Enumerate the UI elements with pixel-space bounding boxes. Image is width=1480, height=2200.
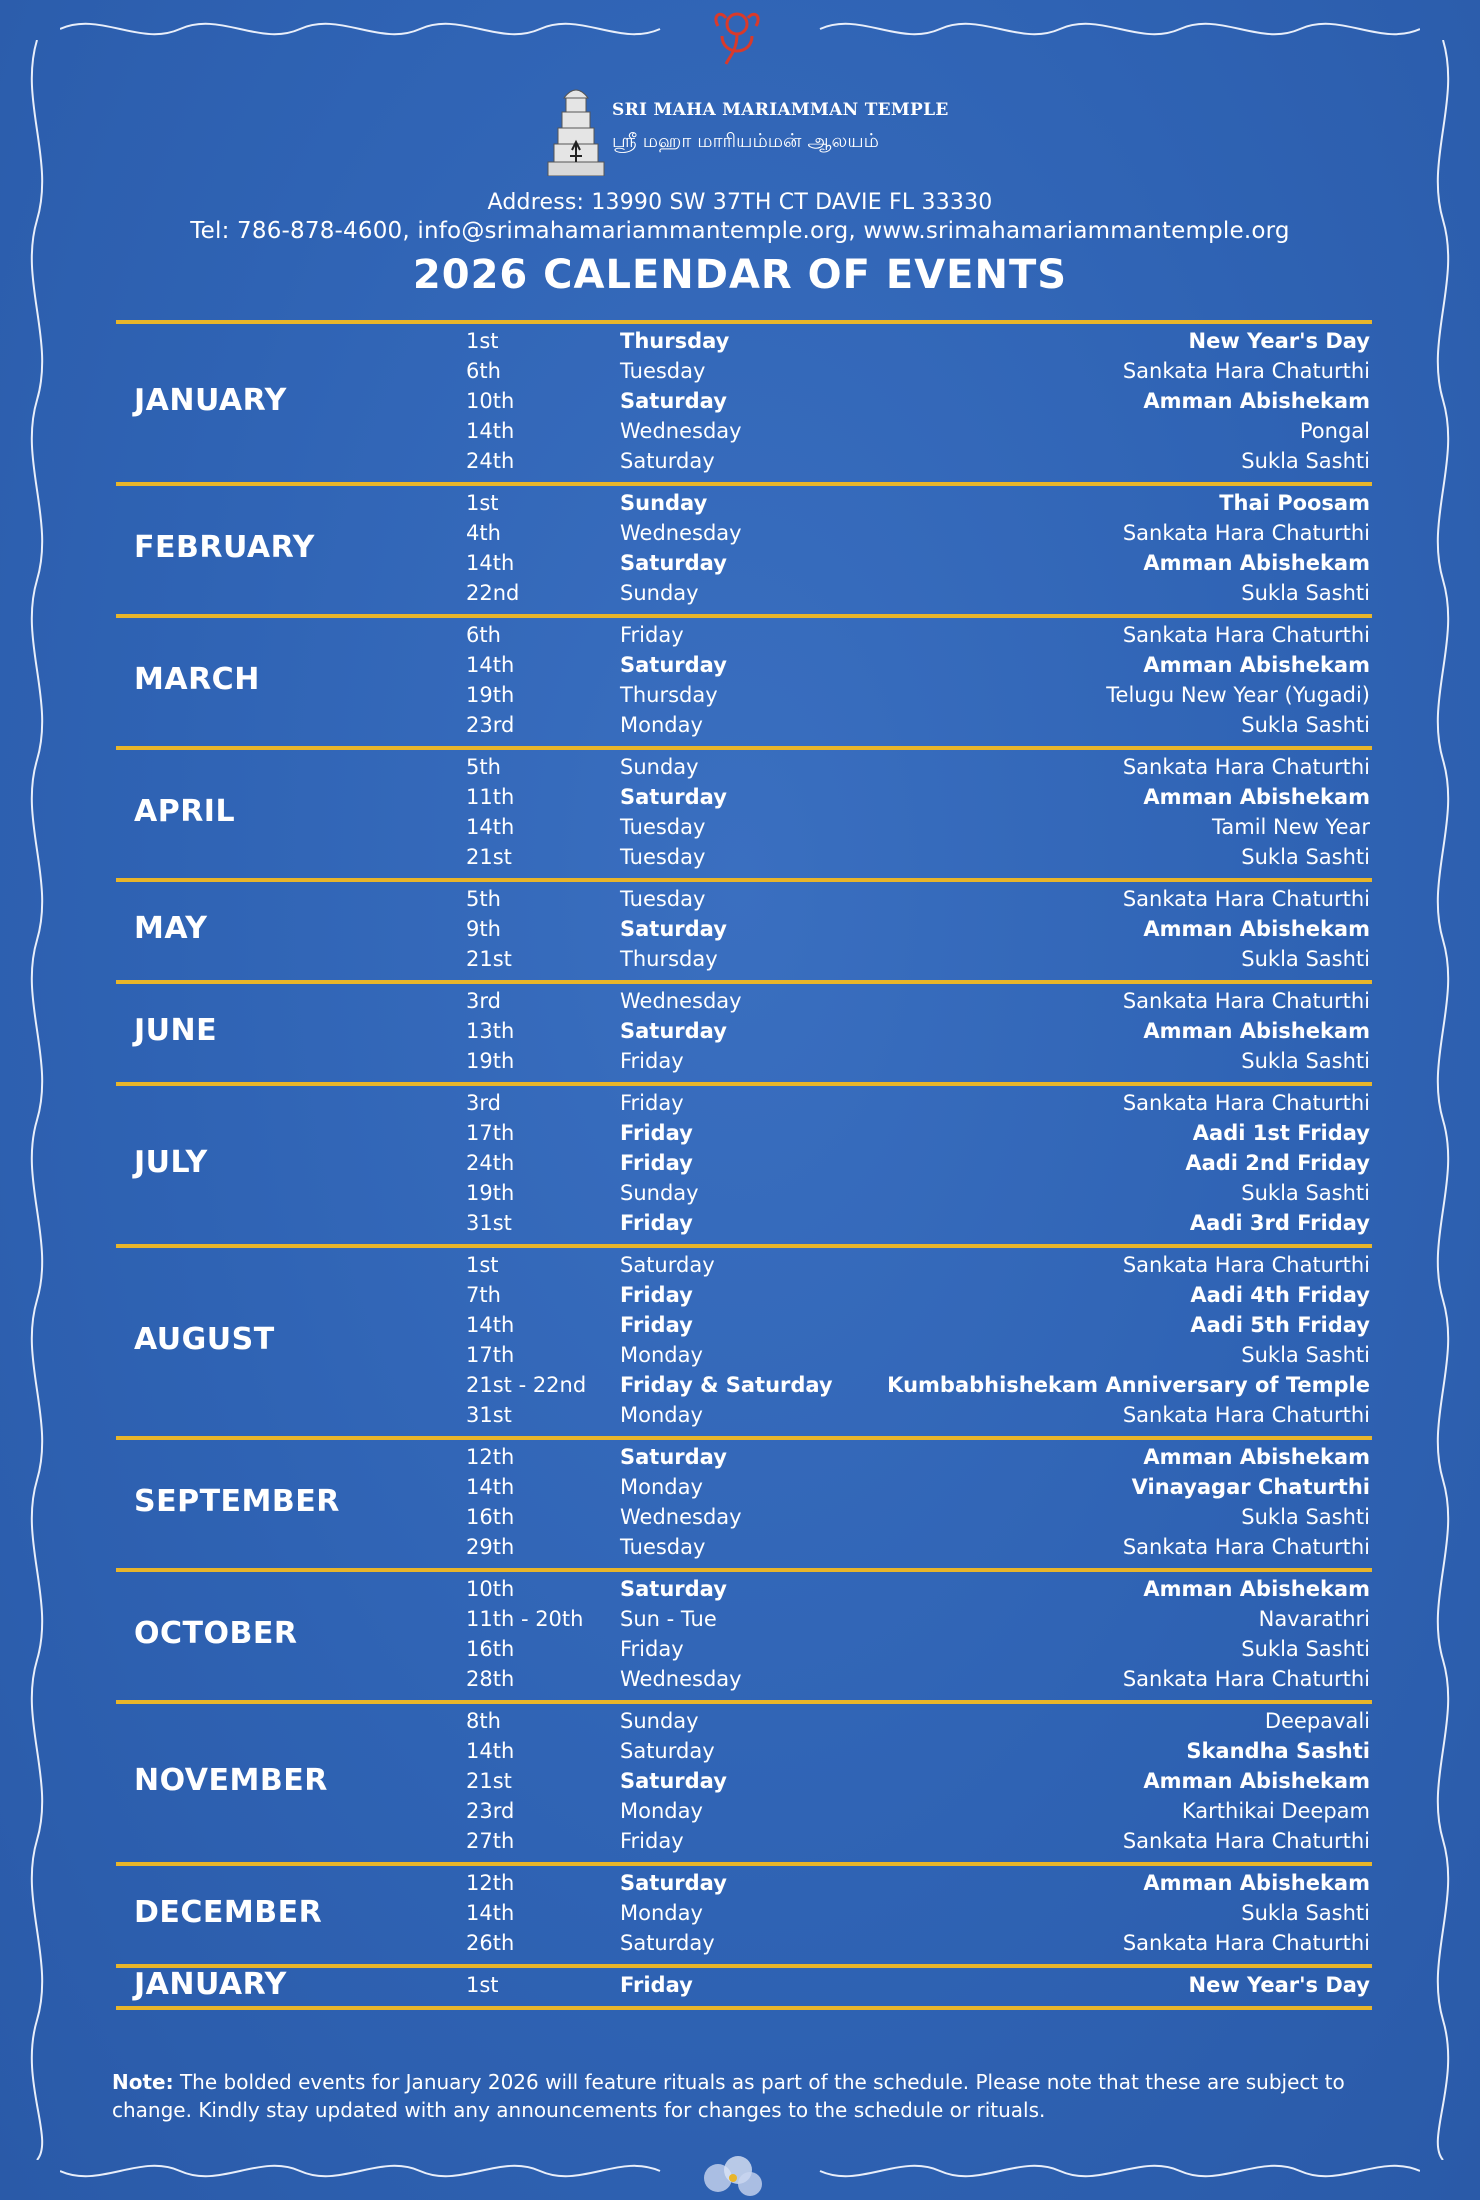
event-row	[116, 1148, 1372, 1178]
event-day: Saturday	[620, 1769, 727, 1793]
month-name: JANUARY	[134, 383, 287, 418]
event-name: Amman Abishekam	[1143, 389, 1370, 413]
event-date: 14th	[466, 815, 515, 839]
event-name: Sukla Sashti	[1241, 713, 1370, 737]
event-row	[116, 1370, 1372, 1400]
event-day: Friday	[620, 1049, 684, 1073]
event-row	[116, 1796, 1372, 1826]
event-day: Tuesday	[620, 887, 706, 911]
ganesha-emblem-icon	[712, 6, 762, 72]
event-row	[116, 884, 1372, 914]
temple-name: SRI MAHA MARIAMMAN TEMPLE	[612, 100, 949, 120]
event-day: Tuesday	[620, 845, 706, 869]
event-name: Sukla Sashti	[1241, 1049, 1370, 1073]
event-row	[116, 782, 1372, 812]
event-name: Navarathri	[1258, 1607, 1370, 1631]
event-day: Monday	[620, 1799, 703, 1823]
event-row	[116, 1208, 1372, 1238]
event-date: 7th	[466, 1283, 501, 1307]
event-date: 21st - 22nd	[466, 1373, 587, 1397]
month-name: DECEMBER	[134, 1895, 323, 1930]
month-name: SEPTEMBER	[134, 1484, 340, 1519]
event-name: Sankata Hara Chaturthi	[1122, 1403, 1370, 1427]
event-day: Saturday	[620, 1871, 727, 1895]
month-name: JUNE	[134, 1013, 218, 1048]
event-date: 19th	[466, 1181, 515, 1205]
event-date: 24th	[466, 1151, 515, 1175]
event-row	[116, 1532, 1372, 1562]
event-row	[116, 548, 1372, 578]
temple-logo	[544, 78, 964, 178]
event-row	[116, 1898, 1372, 1928]
event-day: Wednesday	[620, 521, 742, 545]
event-day: Sunday	[620, 755, 699, 779]
event-name: Sankata Hara Chaturthi	[1122, 1931, 1370, 1955]
event-name: Sukla Sashti	[1241, 1505, 1370, 1529]
event-row	[116, 1046, 1372, 1076]
event-name: Amman Abishekam	[1143, 1871, 1370, 1895]
event-name: Amman Abishekam	[1143, 551, 1370, 575]
event-row	[116, 1736, 1372, 1766]
event-name: Sukla Sashti	[1241, 581, 1370, 605]
month-name: OCTOBER	[134, 1616, 298, 1651]
event-date: 1st	[466, 329, 499, 353]
event-day: Saturday	[620, 653, 727, 677]
event-row	[116, 356, 1372, 386]
event-date: 19th	[466, 1049, 515, 1073]
event-name: Aadi 1st Friday	[1192, 1121, 1370, 1145]
event-date: 31st	[466, 1211, 512, 1235]
event-day: Thursday	[620, 683, 718, 707]
event-name: Skandha Sashti	[1186, 1739, 1370, 1763]
event-day: Sunday	[620, 1709, 699, 1733]
event-date: 1st	[466, 491, 499, 515]
event-row	[116, 1574, 1372, 1604]
event-name: Aadi 3rd Friday	[1189, 1211, 1370, 1235]
event-row	[116, 1178, 1372, 1208]
event-row	[116, 842, 1372, 872]
month-block	[116, 1866, 1372, 1964]
event-name: Sankata Hara Chaturthi	[1122, 359, 1370, 383]
event-day: Friday	[620, 1829, 684, 1853]
event-date: 19th	[466, 683, 515, 707]
event-date: 21st	[466, 845, 512, 869]
event-day: Monday	[620, 1403, 703, 1427]
event-day: Tuesday	[620, 1535, 706, 1559]
event-name: Aadi 5th Friday	[1190, 1313, 1370, 1337]
event-name: Sukla Sashti	[1241, 1181, 1370, 1205]
event-row	[116, 416, 1372, 446]
event-day: Saturday	[620, 1445, 727, 1469]
event-row	[116, 1280, 1372, 1310]
event-date: 31st	[466, 1403, 512, 1427]
event-date: 8th	[466, 1709, 501, 1733]
month-name: FEBRUARY	[134, 530, 315, 565]
event-day: Monday	[620, 1475, 703, 1499]
event-name: Sankata Hara Chaturthi	[1122, 755, 1370, 779]
event-day: Friday & Saturday	[620, 1373, 833, 1397]
event-date: 3rd	[466, 1091, 501, 1115]
event-row	[116, 710, 1372, 740]
event-row	[116, 518, 1372, 548]
event-name: Thai Poosam	[1219, 491, 1370, 515]
event-date: 24th	[466, 449, 515, 473]
event-day: Thursday	[620, 947, 718, 971]
month-block	[116, 1572, 1372, 1700]
temple-name-tamil: ஸ்ரீ மஹா மாரியம்மன் ஆலயம்	[612, 130, 879, 152]
event-day: Monday	[620, 713, 703, 737]
event-date: 21st	[466, 1769, 512, 1793]
event-row	[116, 620, 1372, 650]
event-date: 14th	[466, 1475, 515, 1499]
event-row	[116, 326, 1372, 356]
event-name: Sankata Hara Chaturthi	[1122, 521, 1370, 545]
address: Address: 13990 SW 37TH CT DAVIE FL 33330	[487, 190, 993, 215]
events-calendar	[116, 320, 1372, 2010]
note-text: The bolded events for January 2026 will feature rituals as part of the schedule. Please note that these are subject to change. Kindly stay updated with any announcements for changes to the schedule or rituals.	[112, 2070, 1345, 2122]
event-name: Vinayagar Chaturthi	[1131, 1475, 1370, 1499]
event-name: New Year's Day	[1188, 1973, 1370, 1997]
event-row	[116, 986, 1372, 1016]
month-block	[116, 618, 1372, 746]
event-row	[116, 1634, 1372, 1664]
event-name: Kumbabhishekam Anniversary of Temple	[887, 1373, 1370, 1397]
event-day: Friday	[620, 1151, 693, 1175]
event-row	[116, 1088, 1372, 1118]
month-name: MAY	[134, 911, 208, 946]
event-name: Amman Abishekam	[1143, 1019, 1370, 1043]
month-name: APRIL	[134, 794, 236, 829]
event-date: 28th	[466, 1667, 515, 1691]
month-block	[116, 1248, 1372, 1436]
event-date: 10th	[466, 389, 515, 413]
event-day: Tuesday	[620, 359, 706, 383]
month-name: MARCH	[134, 662, 260, 697]
event-name: Sukla Sashti	[1241, 449, 1370, 473]
event-date: 26th	[466, 1931, 515, 1955]
month-block	[116, 324, 1372, 482]
event-date: 12th	[466, 1445, 515, 1469]
event-name: Sankata Hara Chaturthi	[1122, 989, 1370, 1013]
event-row	[116, 386, 1372, 416]
event-date: 27th	[466, 1829, 515, 1853]
event-name: Sukla Sashti	[1241, 845, 1370, 869]
month-block	[116, 984, 1372, 1082]
left-vine-border-ornament	[14, 40, 60, 2160]
event-date: 14th	[466, 1739, 515, 1763]
event-date: 22nd	[466, 581, 520, 605]
temple-gopuram-icon	[544, 78, 608, 176]
event-name: Sukla Sashti	[1241, 1343, 1370, 1367]
event-date: 12th	[466, 1871, 515, 1895]
event-day: Sunday	[620, 491, 708, 515]
event-row	[116, 944, 1372, 974]
event-day: Saturday	[620, 551, 727, 575]
month-divider	[116, 2006, 1372, 2010]
event-name: Karthikai Deepam	[1181, 1799, 1370, 1823]
note-label: Note:	[112, 2070, 174, 2094]
event-name: Sukla Sashti	[1241, 1637, 1370, 1661]
event-date: 9th	[466, 917, 501, 941]
event-row	[116, 1340, 1372, 1370]
event-row	[116, 1250, 1372, 1280]
event-row	[116, 1472, 1372, 1502]
event-date: 14th	[466, 1901, 515, 1925]
event-day: Friday	[620, 623, 684, 647]
event-date: 13th	[466, 1019, 515, 1043]
event-date: 21st	[466, 947, 512, 971]
event-date: 16th	[466, 1505, 515, 1529]
event-row	[116, 1310, 1372, 1340]
event-name: Aadi 4th Friday	[1190, 1283, 1370, 1307]
event-row	[116, 1868, 1372, 1898]
event-day: Friday	[620, 1313, 693, 1337]
event-date: 14th	[466, 419, 515, 443]
event-row	[116, 1442, 1372, 1472]
event-name: Tamil New Year	[1212, 815, 1370, 839]
right-vine-border-ornament	[1420, 40, 1466, 2160]
event-day: Saturday	[620, 1739, 715, 1763]
month-block	[116, 1086, 1372, 1244]
event-name: Sankata Hara Chaturthi	[1122, 1253, 1370, 1277]
event-date: 14th	[466, 653, 515, 677]
month-block	[116, 750, 1372, 878]
event-date: 3rd	[466, 989, 501, 1013]
event-date: 14th	[466, 551, 515, 575]
event-day: Sun - Tue	[620, 1607, 717, 1631]
event-name: Sukla Sashti	[1241, 1901, 1370, 1925]
event-name: Sukla Sashti	[1241, 947, 1370, 971]
event-day: Saturday	[620, 449, 715, 473]
month-name: JULY	[134, 1145, 208, 1180]
event-date: 10th	[466, 1577, 515, 1601]
event-day: Saturday	[620, 917, 727, 941]
event-date: 4th	[466, 521, 501, 545]
event-row	[116, 1826, 1372, 1856]
event-day: Saturday	[620, 1931, 715, 1955]
event-day: Friday	[620, 1283, 693, 1307]
event-date: 29th	[466, 1535, 515, 1559]
event-day: Friday	[620, 1211, 693, 1235]
month-block	[116, 1440, 1372, 1568]
event-date: 17th	[466, 1343, 515, 1367]
event-date: 1st	[466, 1253, 499, 1277]
event-date: 11th	[466, 785, 515, 809]
event-name: Amman Abishekam	[1143, 1445, 1370, 1469]
month-block	[116, 1968, 1372, 2006]
event-row	[116, 1970, 1372, 2000]
event-day: Friday	[620, 1973, 693, 1997]
event-day: Sunday	[620, 1181, 699, 1205]
event-row	[116, 1502, 1372, 1532]
month-block	[116, 882, 1372, 980]
flower-ornament-icon	[688, 2148, 778, 2200]
event-date: 6th	[466, 623, 501, 647]
event-name: New Year's Day	[1188, 329, 1370, 353]
event-name: Sankata Hara Chaturthi	[1122, 1091, 1370, 1115]
event-row	[116, 752, 1372, 782]
event-name: Amman Abishekam	[1143, 785, 1370, 809]
event-date: 6th	[466, 359, 501, 383]
event-day: Saturday	[620, 1253, 715, 1277]
month-block	[116, 1704, 1372, 1862]
month-name: AUGUST	[134, 1322, 275, 1357]
event-day: Friday	[620, 1121, 693, 1145]
event-row	[116, 578, 1372, 608]
event-day: Friday	[620, 1091, 684, 1115]
month-name: JANUARY	[134, 1967, 287, 2002]
event-day: Wednesday	[620, 1505, 742, 1529]
event-day: Saturday	[620, 1019, 727, 1043]
event-day: Monday	[620, 1343, 703, 1367]
event-day: Sunday	[620, 581, 699, 605]
event-name: Sankata Hara Chaturthi	[1122, 887, 1370, 911]
event-day: Thursday	[620, 329, 730, 353]
event-date: 5th	[466, 887, 501, 911]
event-name: Amman Abishekam	[1143, 1769, 1370, 1793]
event-day: Wednesday	[620, 989, 742, 1013]
event-name: Aadi 2nd Friday	[1185, 1151, 1370, 1175]
event-row	[116, 680, 1372, 710]
event-name: Deepavali	[1264, 1709, 1370, 1733]
event-name: Sankata Hara Chaturthi	[1122, 1829, 1370, 1853]
event-day: Tuesday	[620, 815, 706, 839]
event-date: 11th - 20th	[466, 1607, 584, 1631]
event-name: Telugu New Year (Yugadi)	[1106, 683, 1370, 707]
event-date: 23rd	[466, 713, 515, 737]
event-day: Monday	[620, 1901, 703, 1925]
month-block	[116, 486, 1372, 614]
event-day: Wednesday	[620, 1667, 742, 1691]
event-day: Friday	[620, 1637, 684, 1661]
contact-info: Tel: 786-878-4600, info@srimahamariammantemple.org, www.srimahamariammantemple.org	[190, 218, 1290, 244]
event-name: Amman Abishekam	[1143, 1577, 1370, 1601]
event-name: Sankata Hara Chaturthi	[1122, 623, 1370, 647]
footer-note	[112, 2068, 1368, 2124]
event-day: Wednesday	[620, 419, 742, 443]
event-name: Sankata Hara Chaturthi	[1122, 1667, 1370, 1691]
event-date: 5th	[466, 755, 501, 779]
event-day: Saturday	[620, 785, 727, 809]
event-date: 23rd	[466, 1799, 515, 1823]
event-row	[116, 650, 1372, 680]
event-name: Amman Abishekam	[1143, 917, 1370, 941]
event-row	[116, 1604, 1372, 1634]
event-row	[116, 1016, 1372, 1046]
event-row	[116, 1766, 1372, 1796]
event-name: Pongal	[1299, 419, 1370, 443]
event-row	[116, 446, 1372, 476]
event-row	[116, 1706, 1372, 1736]
event-date: 17th	[466, 1121, 515, 1145]
event-row	[116, 1400, 1372, 1430]
event-name: Amman Abishekam	[1143, 653, 1370, 677]
event-row	[116, 1664, 1372, 1694]
event-day: Saturday	[620, 1577, 727, 1601]
event-row	[116, 1928, 1372, 1958]
event-date: 1st	[466, 1973, 499, 1997]
event-date: 16th	[466, 1637, 515, 1661]
event-row	[116, 1118, 1372, 1148]
event-day: Saturday	[620, 389, 727, 413]
month-name: NOVEMBER	[134, 1763, 328, 1798]
page-title: 2026 CALENDAR OF EVENTS	[412, 252, 1068, 298]
event-date: 14th	[466, 1313, 515, 1337]
event-name: Sankata Hara Chaturthi	[1122, 1535, 1370, 1559]
event-row	[116, 488, 1372, 518]
event-row	[116, 914, 1372, 944]
event-row	[116, 812, 1372, 842]
